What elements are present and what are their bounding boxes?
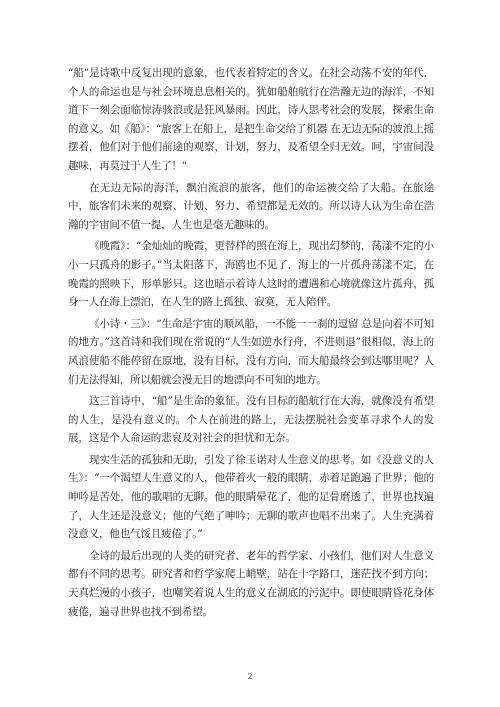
body-text: [68, 64, 434, 624]
paragraph: 这三首诗中，“船”是生命的象征。没有目标的船航行在大海，就像没有希望的人生，是没有意义的。个人在前进的路上，无法摆脱社会变革寻求个人的发展，这是个人命运的悲哀及对社会的担忧和无奈。: [68, 395, 434, 445]
paragraph: 全诗的最后出现的人类的研究者、老年的哲学家、小孩们，他们对人生意义都有不同的思考。研究者和哲学家爬上峭壁，站在十字路口，迷茫找不到方向；天真烂漫的小孩子，也嘲笑着说人生的意义在湖底的污泥中。即使眼睛昏花身体疲倦，遍寻世界也找不到希望。: [68, 549, 434, 618]
paragraph: 《小诗・三》：“生命是宇宙的顺风船，一不能一一刹的逗留 总是向着不可知的地方。”这首诗和我们现在常说的“人生如逆水行舟，不进则退”很相似，海上的风浪使船不能停留在原地，没有目标，没有方向，而大船最终会到达哪里呢？人们无法得知，所以船就会漫无目的地漂向不可知的地方。: [68, 317, 434, 386]
paragraph: 现实生活的孤独和无助，引发了徐玉诺对人生意义的思考。如《没意义的人生》：“一个渴望人生意义的人，他带着火一般的眼睛，赤着足跑遍了世界；他的呻吟是苦处，他的歌唱的无聊。他的眼睛晕花了，他的足骨磨透了，世界也找遍了，人生还是没意义；他的气绝了呻吟；无聊的歌声也唱不出来了。人生充满着没意义，他也气馁且疲倦了。”: [68, 453, 434, 541]
page-number: 2: [247, 672, 253, 681]
paragraph: 在无边无际的海洋，飘泊流浪的旅客，他们的命运被交给了大船。在旅途中，旅客们未来的观察、计划、努力、希望都是无效的。所以诗人认为生命在浩瀚的宇宙间不值一提，人生也是毫无趣味的。: [68, 181, 434, 231]
paragraph: “船”是诗歌中反复出现的意象，也代表着特定的含义。在社会动荡不安的年代，个人的命运也是与社会环境息息相关的。犹如船舶航行在浩瀚无边的海洋，不知道下一刻会面临惊涛骇浪或是狂风暴雨。因此，诗人思考社会的发展，探索生命的意义。如《船》：“旅客上在船上，是把生命交给了机器 在无边无际的波浪上摇摆着，他们对于他们前途的观察，计划，努力，及希望全归无效。呵，宇宙间没趣味，再莫过于人生了！”: [68, 67, 434, 172]
paragraph: 《晚霞》：“金灿灿的晚霞，更替样的照在海上，现出幻梦的，荡漾不定的小小一只孤舟的影子。”当太阳落下，海鸥也不见了，海上的一片孤舟荡漾不定，在晚霞的照映下，形单影只。这也暗示着诗人这时的遭遇和心境就像这片孤舟，孤身一人在海上漂泊，在人生的路上孤独、寂寞，无人陪伴。: [68, 240, 434, 309]
